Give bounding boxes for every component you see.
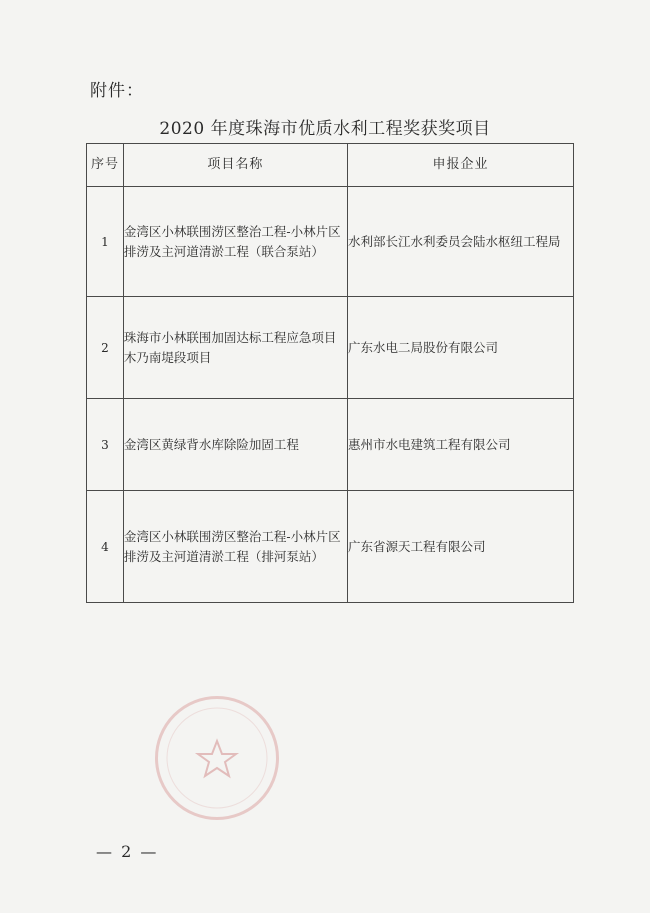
column-header-company: 申报企业: [347, 144, 573, 187]
project-name: 金湾区黄绿背水库除险加固工程: [123, 399, 347, 491]
award-projects-table: [86, 143, 574, 603]
table-row: [87, 491, 574, 603]
table-header-row: [87, 144, 574, 187]
row-number: 2: [87, 297, 124, 399]
company-name: 广东省源天工程有限公司: [347, 491, 573, 603]
official-seal: [155, 696, 279, 820]
project-name: 金湾区小林联围涝区整治工程-小林片区排涝及主河道清淤工程（排河泵站）: [123, 491, 347, 603]
table-row: [87, 399, 574, 491]
project-name: 珠海市小林联围加固达标工程应急项目木乃南堤段项目: [123, 297, 347, 399]
column-header-project-name: 项目名称: [123, 144, 347, 187]
row-number: 4: [87, 491, 124, 603]
table-row: [87, 187, 574, 297]
attachment-label: 附件：: [90, 81, 144, 101]
company-name: 广东水电二局股份有限公司: [347, 297, 573, 399]
table-row: [87, 297, 574, 399]
company-name: 水利部长江水利委员会陆水枢纽工程局: [347, 187, 573, 297]
page-number: — 2 —: [96, 842, 159, 861]
seal-star-icon: [158, 699, 276, 817]
column-header-number: 序号: [87, 144, 124, 187]
row-number: 1: [87, 187, 124, 297]
company-name: 惠州市水电建筑工程有限公司: [347, 399, 573, 491]
project-name: 金湾区小林联围涝区整治工程-小林片区排涝及主河道清淤工程（联合泵站）: [123, 187, 347, 297]
document-title: 2020 年度珠海市优质水利工程奖获奖项目: [159, 119, 491, 139]
row-number: 3: [87, 399, 124, 491]
